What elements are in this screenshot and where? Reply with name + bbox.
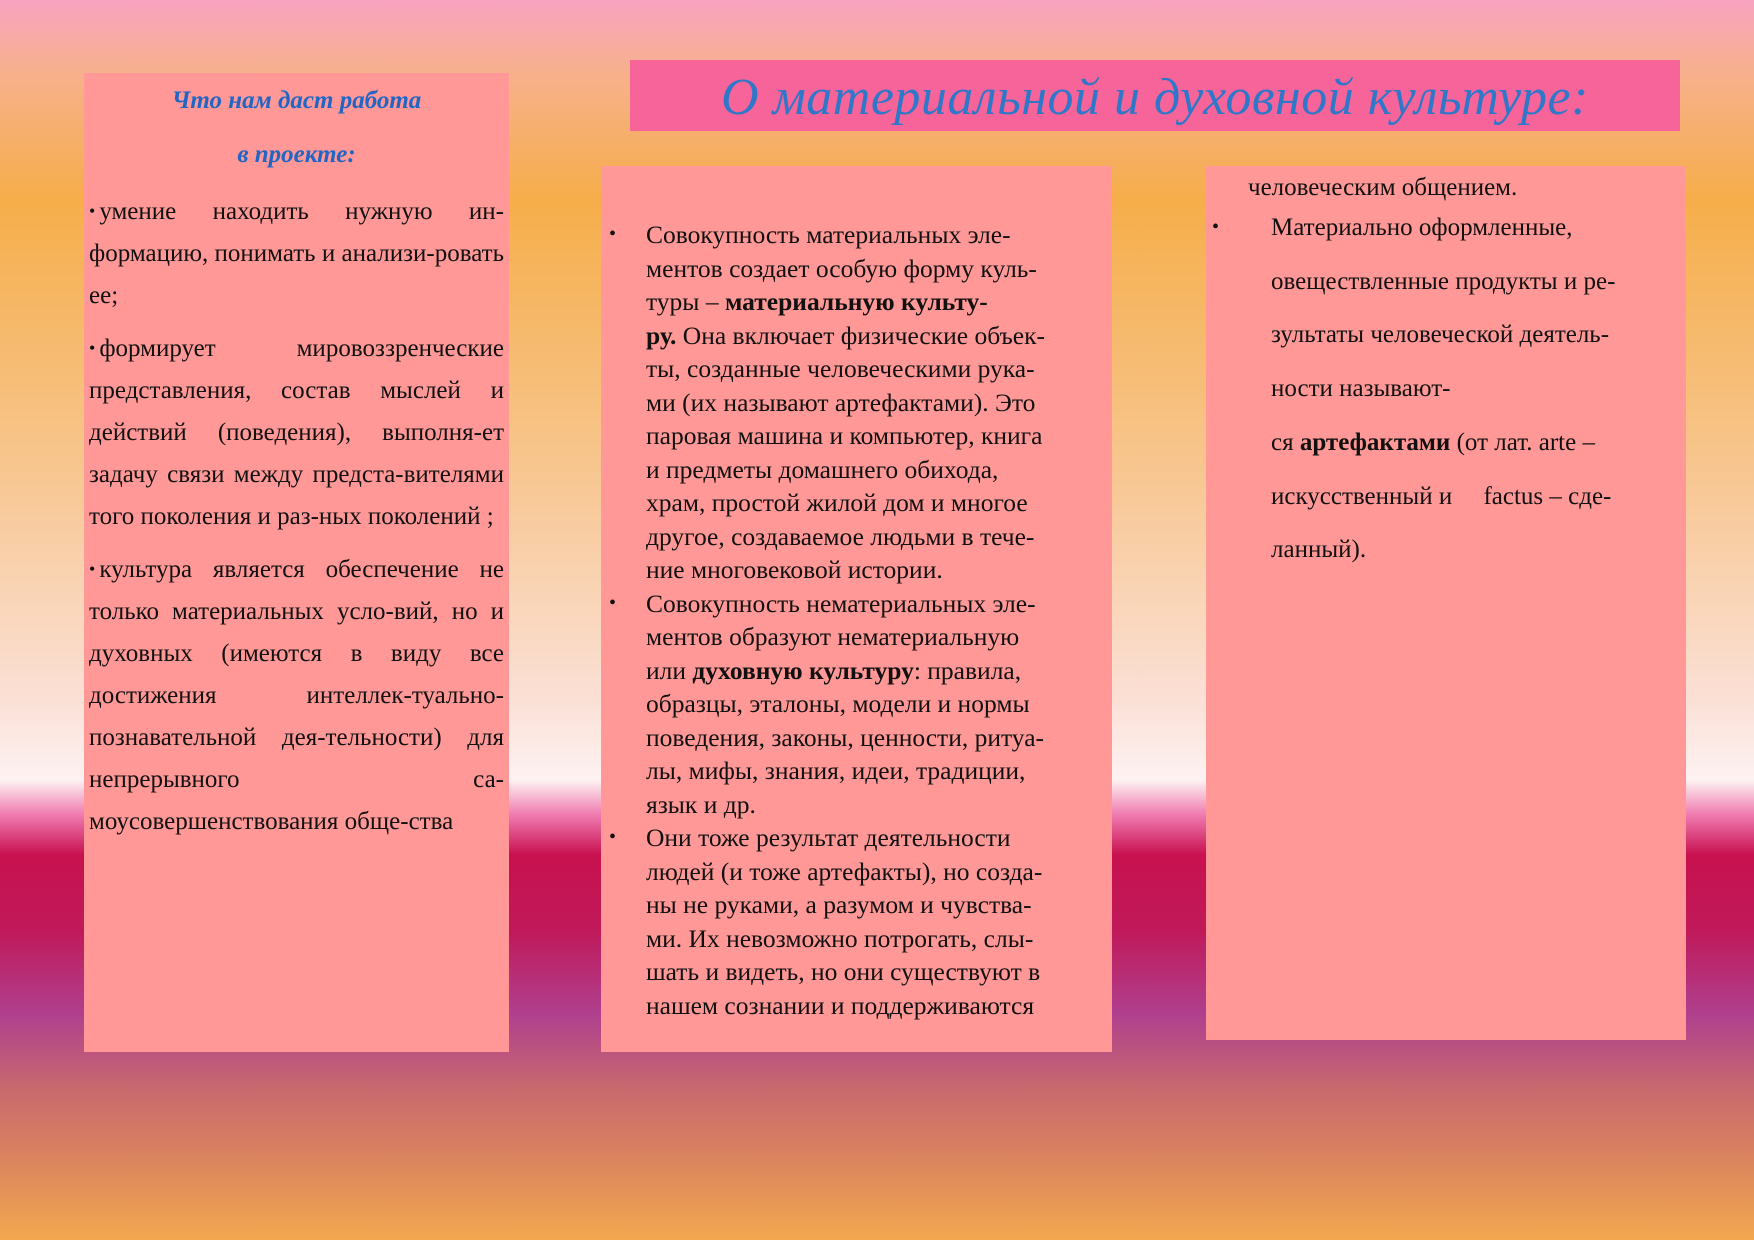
mid-line: нашем сознании и поддерживаются <box>646 990 1035 1020</box>
mid-line: ны не руками, а разумом и чувства- <box>646 890 1032 919</box>
right-line: овеществленные продукты и ре- <box>1271 267 1616 295</box>
right-list-item <box>1206 201 1686 577</box>
right-line: зультаты человеческой деятель- <box>1271 321 1610 349</box>
mid-line: Совокупность материальных эле- <box>646 220 1011 249</box>
mid-line: шать и видеть, но они существуют в <box>646 957 1041 986</box>
mid-line: лы, мифы, знания, идеи, традиции, <box>646 756 1026 785</box>
mid-line: и предметы домашнего обихода, <box>646 454 999 484</box>
material-culture-term: материальную культу- <box>724 287 988 316</box>
mid-text: Она включает физические объек- <box>676 320 1045 350</box>
left-list-item <box>89 327 504 538</box>
material-culture-term-end: ру. <box>646 320 677 350</box>
right-line: ности называют- <box>1271 375 1451 403</box>
bullet-icon: • <box>89 338 96 358</box>
mid-line: людей (и тоже артефакты), но созда- <box>646 856 1043 886</box>
title-banner <box>630 60 1680 131</box>
left-heading-line1: Что нам даст работа <box>171 87 422 114</box>
mid-line: ментов создает особую форму куль- <box>646 253 1037 283</box>
mid-line: поведения, законы, ценности, ритуа- <box>646 722 1045 752</box>
artefacts-term: артефактами <box>1299 428 1451 456</box>
middle-list-item <box>601 587 1112 822</box>
left-list-item <box>89 190 504 317</box>
mid-line: образцы, эталоны, модели и нормы <box>646 689 1030 718</box>
left-panel <box>84 73 509 1052</box>
mid-text: : правила, <box>913 655 1022 685</box>
mid-line: Совокупность нематериальных эле- <box>646 588 1036 618</box>
middle-list-item <box>601 821 1112 1022</box>
bullet-icon: • <box>609 826 617 848</box>
bullet-icon: • <box>89 201 96 221</box>
middle-list-item <box>601 218 1112 587</box>
right-line <box>1271 416 1686 470</box>
bullet-icon: • <box>89 559 96 579</box>
mid-line: ми. Их невозможно потрогать, слы- <box>646 923 1034 953</box>
left-item-text: культура является обеспечение не только материальных усло-вий, но и духовных (имеются в виду все достижения интеллек-туально-познавательной дея-тельности) для непрерывного са-моусовершенствования обще-ства <box>89 556 504 835</box>
mid-line: паровая машина и компьютер, книга <box>646 421 1043 450</box>
bullet-icon: • <box>1212 216 1220 238</box>
bullet-icon: • <box>609 223 617 245</box>
mid-line: другое, создаваемое людьми в тече- <box>646 521 1035 551</box>
mid-text: или <box>646 655 693 685</box>
left-item-text: умение находить нужную ин-формацию, понимать и анализи-ровать ее; <box>89 198 504 309</box>
middle-panel <box>601 166 1112 1052</box>
right-line: Материально оформленные, <box>1271 214 1573 241</box>
mid-line: ты, созданные человеческими рука- <box>646 354 1035 383</box>
mid-line: Они тоже результат деятельности <box>646 823 1011 852</box>
left-item-text: формирует мировоззренческие представления, состав мыслей и действий (поведения), выполня-ет задачу связи между предста-вителями того поколения и раз-ных поколений ; <box>89 335 504 530</box>
right-line: искусственный и factus – сде- <box>1271 482 1612 510</box>
mid-text: туры – <box>646 287 725 316</box>
mid-line: язык и др. <box>646 789 756 819</box>
mid-line: ментов образуют нематериальную <box>646 622 1020 651</box>
mid-line: ми (их называют артефактами). Это <box>646 387 1036 417</box>
mid-line <box>646 285 1112 319</box>
bullet-icon: • <box>609 591 617 614</box>
right-panel <box>1206 166 1686 1040</box>
mid-line: ние многовековой истории. <box>646 555 943 584</box>
left-list-item <box>89 548 504 843</box>
spiritual-culture-term: духовную культуру <box>692 655 914 685</box>
right-line: ланный). <box>1271 536 1367 564</box>
left-heading-line2: в проекте: <box>237 141 356 168</box>
page-title: О материальной и духовной культуре: <box>721 69 1589 126</box>
right-text: ся <box>1271 428 1300 456</box>
continuation-text: человеческим общением. <box>1248 174 1518 201</box>
right-text: (от лат. arte – <box>1450 428 1595 456</box>
mid-line: храм, простой жилой дом и многое <box>646 488 1028 517</box>
mid-line <box>646 654 1112 688</box>
mid-line <box>646 319 1112 353</box>
